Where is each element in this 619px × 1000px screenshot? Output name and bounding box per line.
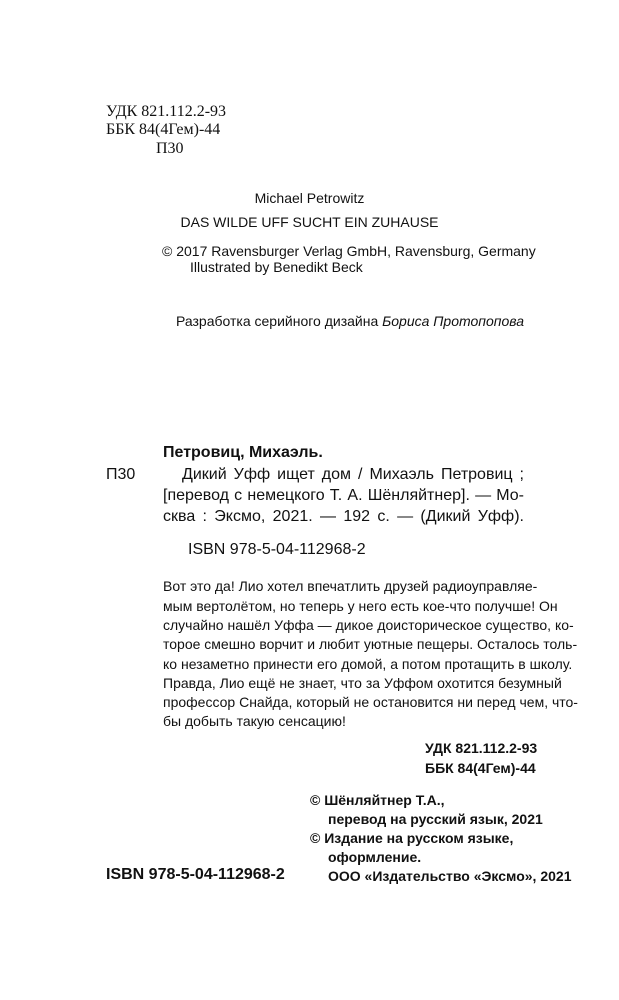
catalog-line: [перевод с немецкого Т. А. Шёнляйтнер]. — Мо- <box>163 487 524 504</box>
bbk-code: ББК 84(4Гем)-44 <box>106 121 221 138</box>
annotation-line: Вот это да! Лио хотел впечатлить друзей радиоуправляе- <box>163 578 538 594</box>
rights-edition: © Издание на русском языке, <box>310 830 514 846</box>
annotation-line: мым вертолётом, но теперь у него есть кое-что получше! Он <box>163 598 558 614</box>
catalog-line: Дикий Уфф ищет дом / Михаэль Петровиц ; <box>182 466 524 483</box>
rights-design: оформление. <box>328 849 422 865</box>
footer-bbk-code: ББК 84(4Гем)-44 <box>425 760 536 776</box>
annotation-last-line: бы добыть такую сенсацию! <box>163 713 346 729</box>
original-title: DAS WILDE UFF SUCHT EIN ZUHAUSE <box>180 214 439 230</box>
original-author: Michael Petrowitz <box>254 190 365 206</box>
original-copyright: © 2017 Ravensburger Verlag GmbH, Ravensburg, Germany <box>162 243 536 259</box>
udk-code: УДК 821.112.2-93 <box>106 103 227 120</box>
rights-translator: © Шёнляйтнер Т.А., <box>310 792 445 808</box>
author-sign-code: П30 <box>156 140 184 157</box>
catalog-line: сква : Эксмо, 2021. — 192 с. — (Дикий Уфф). <box>163 508 524 525</box>
annotation-line: торое смешно ворчит и любит уютные пещеры. Осталось толь- <box>163 636 578 652</box>
catalog-code: П30 <box>106 466 136 483</box>
series-design-name: Бориса Протопопова <box>382 313 525 329</box>
catalog-heading: Петровиц, Михаэль. <box>163 444 323 461</box>
annotation-line: профессор Снайда, который не остановится ни перед чем, что- <box>163 694 578 710</box>
series-design-prefix: Разработка серийного дизайна <box>176 313 383 329</box>
bottom-isbn: ISBN 978-5-04-112968-2 <box>106 866 285 883</box>
annotation-line: случайно нашёл Уффа — дикое доисторическое существо, ко- <box>163 617 574 633</box>
annotation-line: Правда, Лио ещё не знает, что за Уффом охотится безумный <box>163 675 562 691</box>
footer-udk-code: УДК 821.112.2-93 <box>425 740 538 756</box>
illustrator-credit: Illustrated by Benedikt Beck <box>190 259 363 275</box>
catalog-isbn: ISBN 978-5-04-112968-2 <box>188 541 366 558</box>
series-design-credit <box>176 313 524 329</box>
rights-translation: перевод на русский язык, 2021 <box>328 811 543 827</box>
annotation-line: ко незаметно принести его домой, а потом протащить в школу. <box>163 656 573 672</box>
rights-publisher: ООО «Издательство «Эксмо», 2021 <box>328 868 572 884</box>
